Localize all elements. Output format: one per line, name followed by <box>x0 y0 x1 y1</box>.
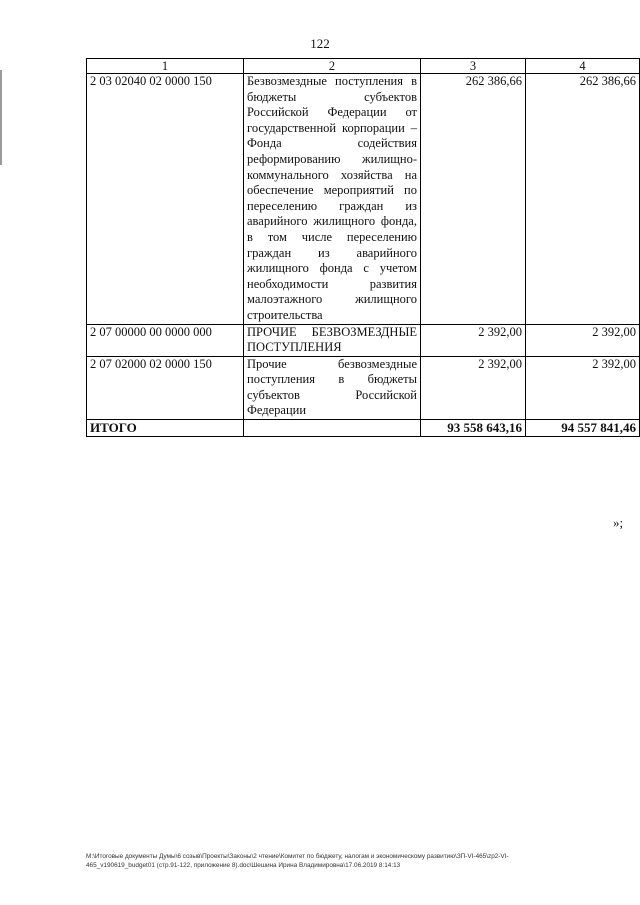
header-col-4: 4 <box>526 59 640 74</box>
description-cell: Прочие безвозмездные поступления в бюджеты субъектов Российской Федерации <box>244 356 421 419</box>
table-header-row <box>87 59 640 74</box>
total-label: ИТОГО <box>87 420 244 437</box>
budget-code-cell: 2 03 02040 02 0000 150 <box>87 74 244 325</box>
footer-line-1: M:\Итоговые документы Думы\6 созыв\Проекты\Законы\2 чтение\Комитет по бюджету, налогам и экономическому развитию\ЗП-VI-465\zp2-VI- <box>86 853 509 860</box>
header-col-1: 1 <box>87 59 244 74</box>
amount-col4-cell: 2 392,00 <box>526 324 640 356</box>
amount-col3-cell: 262 386,66 <box>421 74 526 325</box>
total-col4-cell: 94 557 841,46 <box>526 420 640 437</box>
page-number: 122 <box>310 36 330 51</box>
budget-revenue-table <box>86 58 640 437</box>
file-path-footer <box>86 852 621 870</box>
scan-edge-mark <box>0 70 2 165</box>
amount-col4-cell: 262 386,66 <box>526 74 640 325</box>
amount-col4-cell: 2 392,00 <box>526 356 640 419</box>
total-empty-cell <box>244 420 421 437</box>
budget-code-cell: 2 07 00000 00 0000 000 <box>87 324 244 356</box>
amount-col3-cell: 2 392,00 <box>421 356 526 419</box>
header-col-3: 3 <box>421 59 526 74</box>
footer-line-2: 465_v190619_budget01 (стр.91-122, приложение 8).doc\Шешина Ирина Владимировна\17.06.2019 8:14:13 <box>86 862 401 869</box>
table-row <box>87 324 640 356</box>
closing-quote-mark: »; <box>613 515 624 530</box>
table-row <box>87 74 640 325</box>
description-cell: ПРОЧИЕ БЕЗВОЗМЕЗДНЫЕ ПОСТУПЛЕНИЯ <box>244 324 421 356</box>
total-col3-cell: 93 558 643,16 <box>421 420 526 437</box>
description-cell: Безвозмездные поступления в бюджеты субъектов Российской Федерации от государственной корпорации – Фонда содействия реформированию жилищно-коммунального хозяйства на обеспечение мероприятий по переселению граждан из аварийного жилищного фонда, в том числе переселению граждан из аварийного жилищного фонда с учетом необходимости развития малоэтажного жилищного строительства <box>244 74 421 325</box>
header-col-2: 2 <box>244 59 421 74</box>
amount-col3-cell: 2 392,00 <box>421 324 526 356</box>
budget-code-cell: 2 07 02000 02 0000 150 <box>87 356 244 419</box>
total-row <box>87 420 640 437</box>
table-row <box>87 356 640 419</box>
